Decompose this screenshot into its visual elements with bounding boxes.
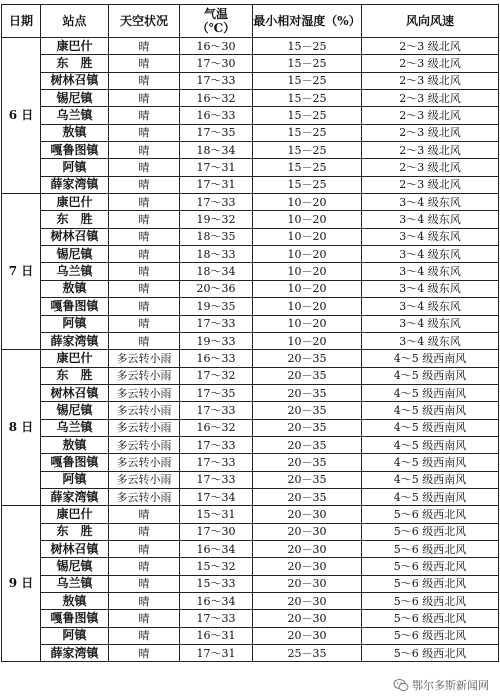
sky-cell: 晴 <box>109 246 180 263</box>
wind-cell: 2～3 级北风 <box>362 38 499 55</box>
table-row <box>2 38 499 55</box>
temperature-cell: 17～30 <box>180 523 253 540</box>
date-cell: 6 日 <box>2 38 41 194</box>
temperature-cell: 17～32 <box>180 367 253 384</box>
wind-cell: 2～3 级北风 <box>362 55 499 72</box>
header-row <box>2 5 499 38</box>
wind-cell: 3～4 级东风 <box>362 194 499 211</box>
sky-cell: 多云转小雨 <box>109 488 180 505</box>
wind-cell: 5～6 级西北风 <box>362 593 499 610</box>
humidity-cell: 10－20 <box>253 298 362 315</box>
station-cell: 锡尼镇 <box>41 90 109 107</box>
table-row <box>2 124 499 141</box>
table-row <box>2 610 499 627</box>
sky-cell: 晴 <box>109 540 180 557</box>
humidity-cell: 15－25 <box>253 38 362 55</box>
humidity-cell: 15－25 <box>253 124 362 141</box>
humidity-cell: 20－30 <box>253 540 362 557</box>
wind-cell: 5～6 级西北风 <box>362 540 499 557</box>
temperature-cell: 18～35 <box>180 228 253 245</box>
table-row <box>2 194 499 211</box>
wind-cell: 4～5 级西南风 <box>362 402 499 419</box>
wind-cell: 2～3 级北风 <box>362 159 499 176</box>
table-row <box>2 575 499 592</box>
sky-cell: 晴 <box>109 107 180 124</box>
humidity-cell: 20－30 <box>253 558 362 575</box>
sky-cell: 晴 <box>109 298 180 315</box>
header-temperature <box>180 5 253 38</box>
table-row <box>2 72 499 89</box>
station-cell: 敖镇 <box>41 280 109 297</box>
sky-cell: 晴 <box>109 315 180 332</box>
table-row <box>2 315 499 332</box>
sky-cell: 晴 <box>109 523 180 540</box>
station-cell: 阿镇 <box>41 471 109 488</box>
sky-cell: 晴 <box>109 575 180 592</box>
temperature-cell: 16～33 <box>180 350 253 367</box>
humidity-cell: 10－20 <box>253 263 362 280</box>
temperature-cell: 17～30 <box>180 55 253 72</box>
wind-cell: 4～5 级西南风 <box>362 454 499 471</box>
wind-cell: 3～4 级东风 <box>362 280 499 297</box>
temperature-cell: 16～33 <box>180 107 253 124</box>
date-cell: 9 日 <box>2 506 41 662</box>
humidity-cell: 20－35 <box>253 454 362 471</box>
sky-cell: 多云转小雨 <box>109 436 180 453</box>
station-cell: 东 胜 <box>41 367 109 384</box>
sky-cell: 多云转小雨 <box>109 402 180 419</box>
station-cell: 薛家湾镇 <box>41 332 109 349</box>
sky-cell: 晴 <box>109 332 180 349</box>
temperature-cell: 17～31 <box>180 159 253 176</box>
temperature-cell: 15～31 <box>180 506 253 523</box>
station-cell: 阿镇 <box>41 159 109 176</box>
humidity-cell: 20－35 <box>253 384 362 401</box>
wind-cell: 3～4 级东风 <box>362 332 499 349</box>
table-row <box>2 488 499 505</box>
humidity-cell: 20－35 <box>253 488 362 505</box>
wechat-icon <box>393 677 409 693</box>
humidity-cell: 15－25 <box>253 107 362 124</box>
wind-cell: 4～5 级西南风 <box>362 436 499 453</box>
sky-cell: 晴 <box>109 645 180 662</box>
wind-cell: 4～5 级西南风 <box>362 471 499 488</box>
temperature-cell: 15～33 <box>180 575 253 592</box>
wind-cell: 3～4 级东风 <box>362 315 499 332</box>
station-cell: 树林召镇 <box>41 540 109 557</box>
table-row <box>2 55 499 72</box>
station-cell: 阿镇 <box>41 627 109 644</box>
humidity-cell: 10－20 <box>253 280 362 297</box>
wind-cell: 5～6 级西北风 <box>362 506 499 523</box>
table-row <box>2 627 499 644</box>
wind-cell: 5～6 级西北风 <box>362 558 499 575</box>
humidity-cell: 15－25 <box>253 142 362 159</box>
station-cell: 树林召镇 <box>41 384 109 401</box>
station-cell: 东 胜 <box>41 211 109 228</box>
temperature-cell: 17～33 <box>180 72 253 89</box>
table-row <box>2 211 499 228</box>
temperature-cell: 18～34 <box>180 263 253 280</box>
temperature-cell: 17～34 <box>180 488 253 505</box>
temperature-cell: 18～33 <box>180 246 253 263</box>
table-row <box>2 246 499 263</box>
table-row <box>2 350 499 367</box>
table-row <box>2 280 499 297</box>
wind-cell: 3～4 级东风 <box>362 263 499 280</box>
table-row <box>2 176 499 193</box>
temperature-cell: 18～34 <box>180 142 253 159</box>
wind-cell: 5～6 级西北风 <box>362 645 499 662</box>
header-date: 日期 <box>2 5 41 38</box>
station-cell: 乌兰镇 <box>41 263 109 280</box>
sky-cell: 晴 <box>109 38 180 55</box>
station-cell: 锡尼镇 <box>41 558 109 575</box>
wind-cell: 5～6 级西北风 <box>362 627 499 644</box>
humidity-cell: 10－20 <box>253 211 362 228</box>
station-cell: 阿镇 <box>41 315 109 332</box>
station-cell: 树林召镇 <box>41 72 109 89</box>
temperature-cell: 19～33 <box>180 332 253 349</box>
forecast-table <box>1 4 499 662</box>
station-cell: 乌兰镇 <box>41 107 109 124</box>
temperature-cell: 17～35 <box>180 124 253 141</box>
station-cell: 敖镇 <box>41 124 109 141</box>
table-row <box>2 506 499 523</box>
sky-cell: 多云转小雨 <box>109 454 180 471</box>
station-cell: 乌兰镇 <box>41 575 109 592</box>
sky-cell: 晴 <box>109 506 180 523</box>
sky-cell: 晴 <box>109 610 180 627</box>
humidity-cell: 20－30 <box>253 593 362 610</box>
humidity-cell: 15－25 <box>253 159 362 176</box>
table-row <box>2 436 499 453</box>
sky-cell: 晴 <box>109 280 180 297</box>
date-cell: 8 日 <box>2 350 41 506</box>
humidity-cell: 10－20 <box>253 332 362 349</box>
humidity-cell: 10－20 <box>253 246 362 263</box>
table-body <box>2 38 499 662</box>
station-cell: 东 胜 <box>41 55 109 72</box>
station-cell: 薛家湾镇 <box>41 645 109 662</box>
humidity-cell: 20－35 <box>253 419 362 436</box>
sky-cell: 多云转小雨 <box>109 419 180 436</box>
sky-cell: 多云转小雨 <box>109 471 180 488</box>
wind-cell: 3～4 级东风 <box>362 211 499 228</box>
wind-cell: 4～5 级西南风 <box>362 488 499 505</box>
temperature-cell: 15～32 <box>180 558 253 575</box>
temperature-cell: 17～31 <box>180 176 253 193</box>
table-row <box>2 228 499 245</box>
humidity-cell: 20－30 <box>253 627 362 644</box>
table-row <box>2 298 499 315</box>
table-row <box>2 263 499 280</box>
station-cell: 嘎鲁图镇 <box>41 298 109 315</box>
humidity-cell: 15－25 <box>253 55 362 72</box>
table-row <box>2 471 499 488</box>
station-cell: 敖镇 <box>41 436 109 453</box>
humidity-cell: 20－30 <box>253 610 362 627</box>
temperature-cell: 17～33 <box>180 471 253 488</box>
station-cell: 薛家湾镇 <box>41 488 109 505</box>
temperature-cell: 17～33 <box>180 454 253 471</box>
wind-cell: 4～5 级西南风 <box>362 419 499 436</box>
wind-cell: 4～5 级西南风 <box>362 367 499 384</box>
wind-cell: 2～3 级北风 <box>362 72 499 89</box>
table-row <box>2 367 499 384</box>
humidity-cell: 15－25 <box>253 72 362 89</box>
temperature-cell: 17～33 <box>180 436 253 453</box>
temperature-cell: 16～34 <box>180 540 253 557</box>
humidity-cell: 10－20 <box>253 315 362 332</box>
temperature-cell: 17～33 <box>180 194 253 211</box>
sky-cell: 多云转小雨 <box>109 384 180 401</box>
temperature-cell: 16～30 <box>180 38 253 55</box>
humidity-cell: 20－30 <box>253 575 362 592</box>
temperature-cell: 16～31 <box>180 627 253 644</box>
temperature-cell: 17～33 <box>180 610 253 627</box>
table-row <box>2 142 499 159</box>
humidity-cell: 20－35 <box>253 402 362 419</box>
sky-cell: 晴 <box>109 211 180 228</box>
temperature-cell: 19～35 <box>180 298 253 315</box>
temperature-cell: 16～32 <box>180 419 253 436</box>
station-cell: 康巴什 <box>41 506 109 523</box>
sky-cell: 晴 <box>109 55 180 72</box>
wind-cell: 3～4 级东风 <box>362 298 499 315</box>
wind-cell: 5～6 级西北风 <box>362 575 499 592</box>
table-row <box>2 558 499 575</box>
table-row <box>2 332 499 349</box>
humidity-cell: 10－20 <box>253 228 362 245</box>
table-row <box>2 402 499 419</box>
table-row <box>2 523 499 540</box>
temperature-cell: 16～32 <box>180 90 253 107</box>
header-station: 站点 <box>41 5 109 38</box>
sky-cell: 晴 <box>109 627 180 644</box>
wind-cell: 2～3 级北风 <box>362 107 499 124</box>
humidity-cell: 15－25 <box>253 90 362 107</box>
sky-cell: 多云转小雨 <box>109 367 180 384</box>
header-wind: 风向风速 <box>362 5 499 38</box>
station-cell: 锡尼镇 <box>41 246 109 263</box>
header-sky: 天空状况 <box>109 5 180 38</box>
wind-cell: 3～4 级东风 <box>362 228 499 245</box>
station-cell: 敖镇 <box>41 593 109 610</box>
humidity-cell: 15－25 <box>253 176 362 193</box>
humidity-cell: 20－35 <box>253 350 362 367</box>
station-cell: 康巴什 <box>41 350 109 367</box>
table-row <box>2 384 499 401</box>
station-cell: 乌兰镇 <box>41 419 109 436</box>
date-cell: 7 日 <box>2 194 41 350</box>
temperature-cell: 16～34 <box>180 593 253 610</box>
temperature-cell: 20～36 <box>180 280 253 297</box>
humidity-cell: 10－20 <box>253 194 362 211</box>
station-cell: 康巴什 <box>41 38 109 55</box>
sky-cell: 晴 <box>109 142 180 159</box>
humidity-cell: 20－30 <box>253 523 362 540</box>
sky-cell: 晴 <box>109 124 180 141</box>
wind-cell: 2～3 级北风 <box>362 176 499 193</box>
sky-cell: 晴 <box>109 263 180 280</box>
sky-cell: 晴 <box>109 72 180 89</box>
wind-cell: 4～5 级西南风 <box>362 350 499 367</box>
header-temperature-line1: 气温 <box>203 7 228 21</box>
wind-cell: 5～6 级西北风 <box>362 610 499 627</box>
temperature-cell: 17～35 <box>180 384 253 401</box>
sky-cell: 晴 <box>109 90 180 107</box>
station-cell: 树林召镇 <box>41 228 109 245</box>
sky-cell: 晴 <box>109 593 180 610</box>
table-row <box>2 645 499 662</box>
table-row <box>2 540 499 557</box>
sky-cell: 晴 <box>109 228 180 245</box>
station-cell: 嘎鲁图镇 <box>41 610 109 627</box>
temperature-cell: 17～31 <box>180 645 253 662</box>
sky-cell: 晴 <box>109 558 180 575</box>
wind-cell: 4～5 级西南风 <box>362 384 499 401</box>
wind-cell: 2～3 级北风 <box>362 90 499 107</box>
watermark <box>390 676 492 694</box>
table-row <box>2 454 499 471</box>
wind-cell: 2～3 级北风 <box>362 142 499 159</box>
wind-cell: 5～6 级西北风 <box>362 523 499 540</box>
table-row <box>2 107 499 124</box>
station-cell: 锡尼镇 <box>41 402 109 419</box>
temperature-cell: 17～33 <box>180 402 253 419</box>
header-humidity: 最小相对湿度（%） <box>253 5 362 38</box>
sky-cell: 多云转小雨 <box>109 350 180 367</box>
station-cell: 嘎鲁图镇 <box>41 142 109 159</box>
table-row <box>2 419 499 436</box>
watermark-text: 鄂尔多斯新闻网 <box>412 679 489 692</box>
table-row <box>2 90 499 107</box>
humidity-cell: 25－35 <box>253 645 362 662</box>
wind-cell: 3～4 级东风 <box>362 246 499 263</box>
temperature-cell: 19～32 <box>180 211 253 228</box>
table-row <box>2 593 499 610</box>
station-cell: 康巴什 <box>41 194 109 211</box>
header-temperature-line2: （℃） <box>196 21 236 35</box>
sky-cell: 晴 <box>109 176 180 193</box>
humidity-cell: 20－35 <box>253 436 362 453</box>
wind-cell: 2～3 级北风 <box>362 124 499 141</box>
table-row <box>2 159 499 176</box>
humidity-cell: 20－35 <box>253 471 362 488</box>
sky-cell: 晴 <box>109 194 180 211</box>
sky-cell: 晴 <box>109 159 180 176</box>
humidity-cell: 20－30 <box>253 506 362 523</box>
station-cell: 东 胜 <box>41 523 109 540</box>
station-cell: 嘎鲁图镇 <box>41 454 109 471</box>
temperature-cell: 17～33 <box>180 315 253 332</box>
station-cell: 薛家湾镇 <box>41 176 109 193</box>
humidity-cell: 20－35 <box>253 367 362 384</box>
